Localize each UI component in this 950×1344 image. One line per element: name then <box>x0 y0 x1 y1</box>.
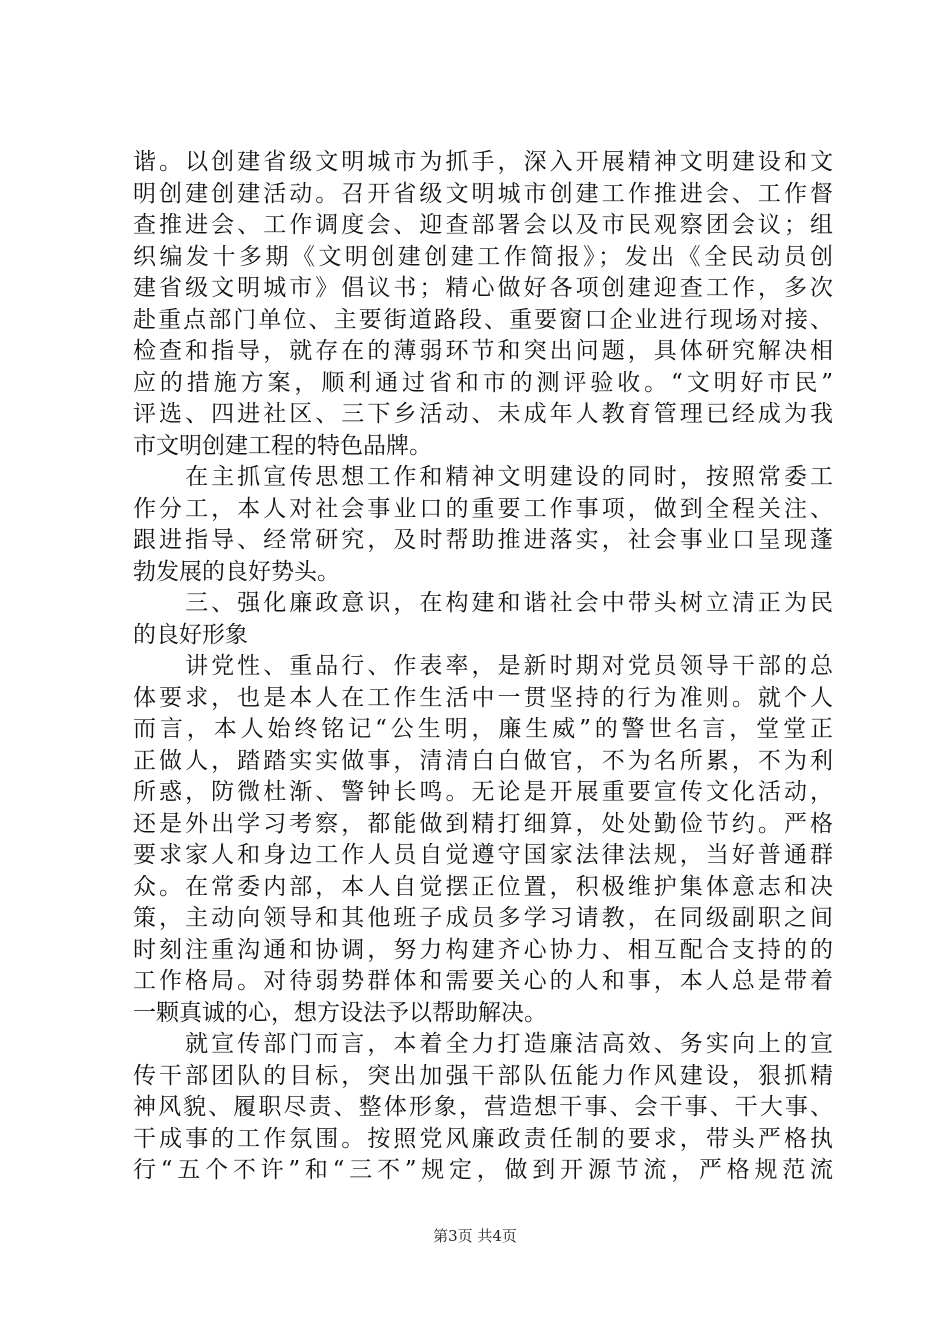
text-line: 检查和指导，就存在的薄弱环节和突出问题，具体研究解决相 <box>133 338 833 364</box>
text-line: 在主抓宣传思想工作和精神文明建设的同时，按照常委工 <box>133 464 833 490</box>
text-line: 的良好形象 <box>133 621 248 648</box>
text-line: 要求家人和身边工作人员自觉遵守国家法律法规，当好普通群 <box>133 842 833 868</box>
text-line: 市文明创建工程的特色品牌。 <box>133 432 432 459</box>
text-line: 查推进会、工作调度会、迎查部署会以及市民观察团会议；组 <box>133 212 833 238</box>
text-line: 行“五个不许”和“三不”规定，做到开源节流，严格规范流 <box>133 1157 833 1183</box>
text-line: 赴重点部门单位、主要街道路段、重要窗口企业进行现场对接、 <box>133 306 833 333</box>
text-line: 谐。以创建省级文明城市为抓手，深入开展精神文明建设和文 <box>133 149 833 175</box>
text-line: 神风貌、履职尽责、整体形象，营造想干事、会干事、干大事、 <box>133 1094 833 1120</box>
text-line: 作分工，本人对社会事业口的重要工作事项，做到全程关注、 <box>133 495 833 522</box>
text-line: 工作格局。对待弱势群体和需要关心的人和事，本人总是带着 <box>133 968 833 994</box>
body-text <box>133 147 833 1187</box>
text-line: 应的措施方案，顺利通过省和市的测评验收。“文明好市民” <box>133 369 833 396</box>
text-line: 所惑，防微杜渐、警钟长鸣。无论是开展重要宣传文化活动， <box>133 779 833 805</box>
text-line: 评选、四进社区、三下乡活动、未成年人教育管理已经成为我 <box>133 401 833 427</box>
text-line: 明创建创建活动。召开省级文明城市创建工作推进会、工作督 <box>133 180 833 207</box>
text-line: 传干部团队的目标，突出加强干部队伍能力作风建设，狠抓精 <box>133 1062 833 1089</box>
text-line: 建省级文明城市》倡议书；精心做好各项创建迎查工作，多次 <box>133 275 833 301</box>
text-line: 勃发展的良好势头。 <box>133 558 340 585</box>
text-line: 策，主动向领导和其他班子成员多学习请教，在同级副职之间 <box>133 905 833 931</box>
text-line: 就宣传部门而言，本着全力打造廉洁高效、务实向上的宣 <box>133 1031 833 1057</box>
text-line: 还是外出学习考察，都能做到精打细算，处处勤俭节约。严格 <box>133 810 833 837</box>
page-footer: 第3页 共4页 <box>433 1227 517 1245</box>
text-line: 时刻注重沟通和协调，努力构建齐心协力、相互配合支持的的 <box>133 936 833 963</box>
text-line: 一颗真诚的心，想方设法予以帮助解决。 <box>133 999 547 1026</box>
text-line: 体要求，也是本人在工作生活中一贯坚持的行为准则。就个人 <box>133 684 833 711</box>
text-line: 跟进指导、经常研究，及时帮助推进落实，社会事业口呈现蓬 <box>133 527 833 553</box>
text-line: 织编发十多期《文明创建创建工作简报》；发出《全民动员创 <box>133 243 833 270</box>
text-line: 三、强化廉政意识，在构建和谐社会中带头树立清正为民 <box>133 590 833 616</box>
text-line: 而言，本人始终铭记“公生明，廉生威”的警世名言，堂堂正 <box>133 716 833 742</box>
text-line: 众。在常委内部，本人自觉摆正位置，积极维护集体意志和决 <box>133 873 833 900</box>
text-line: 正做人，踏踏实实做事，清清白白做官，不为名所累，不为利 <box>133 747 833 774</box>
text-line: 干成事的工作氛围。按照党风廉政责任制的要求，带头严格执 <box>133 1125 833 1152</box>
text-line: 讲党性、重品行、作表率，是新时期对党员领导干部的总 <box>133 653 833 679</box>
